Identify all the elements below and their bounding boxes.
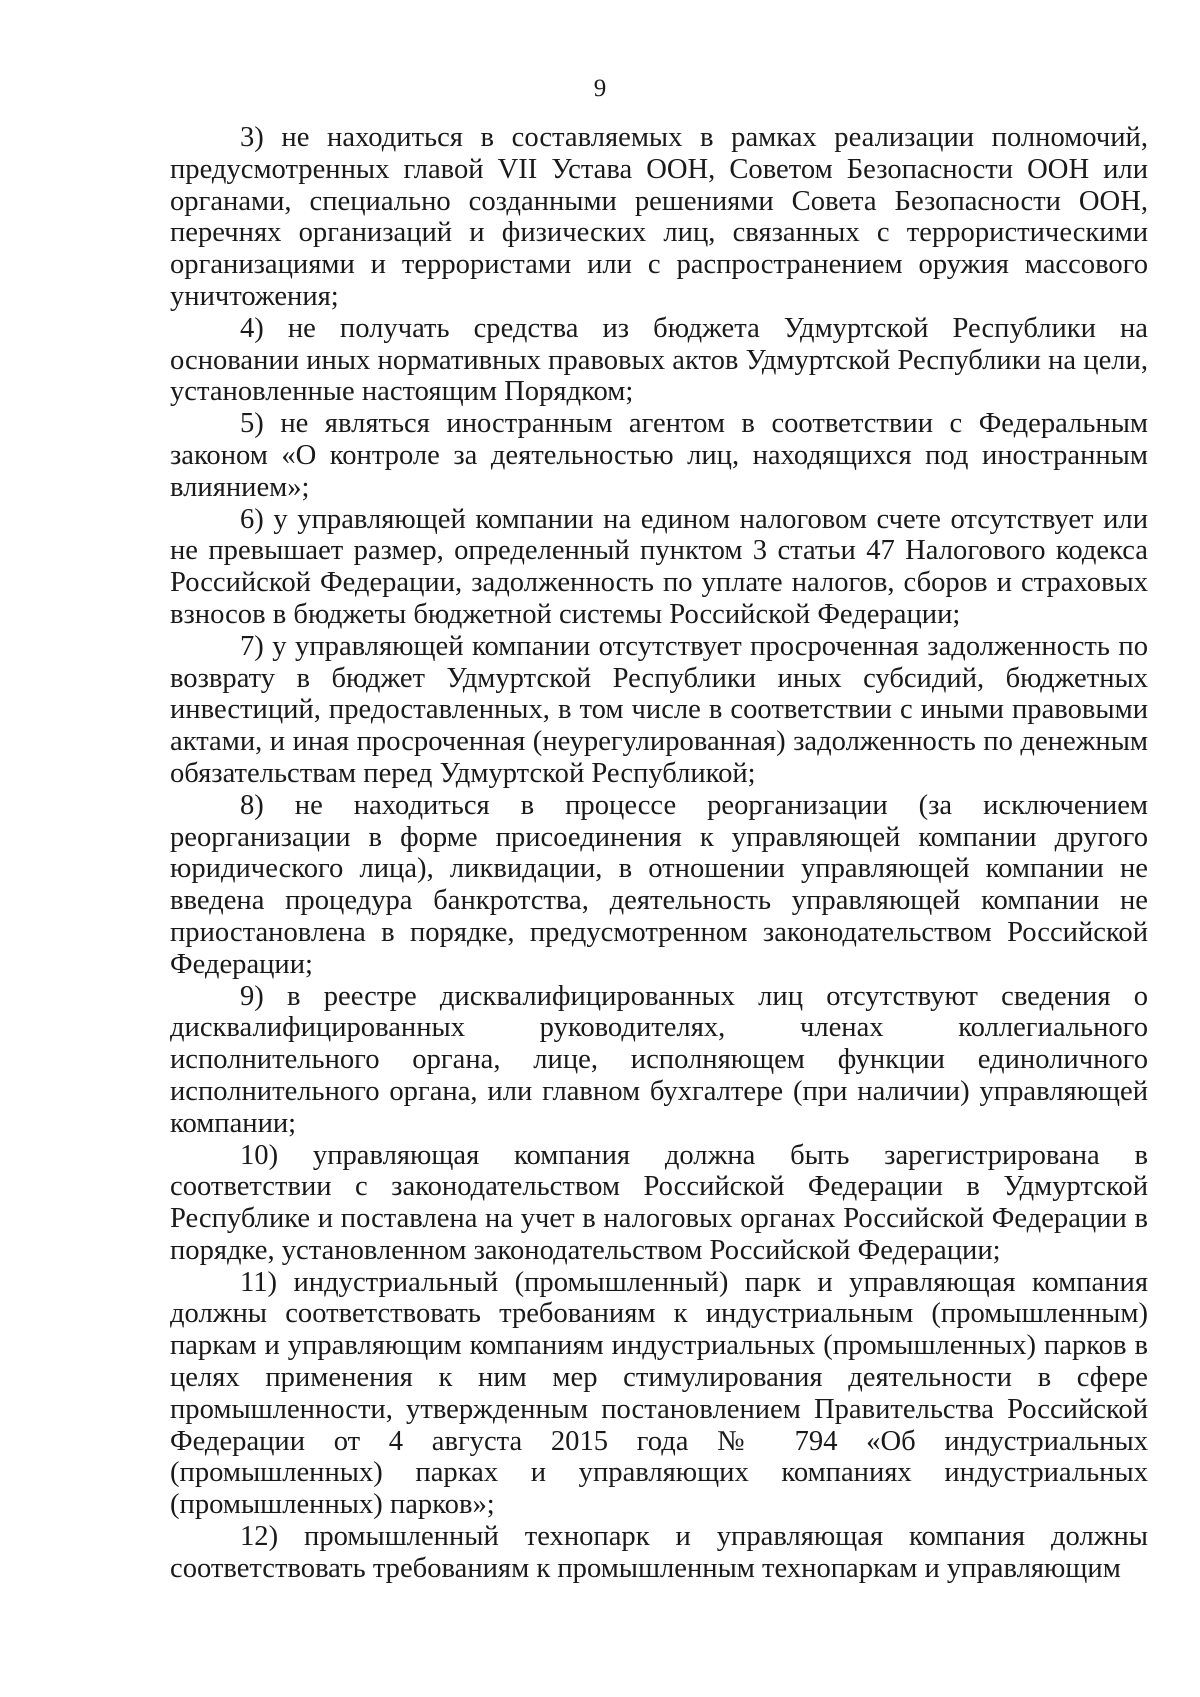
paragraph-item-5: 5) не являться иностранным агентом в соответствии с Федеральным законом «О контроле за деятельностью лиц, находящихся под иностранным влиянием»; (170, 408, 1148, 503)
document-body (170, 122, 1148, 1585)
paragraph-item-3: 3) не находиться в составляемых в рамках реализации полномочий, предусмотренных главой VII Устава ООН, Советом Безопасности ООН или органами, специально созданными решениями Совета Безопасности ООН, перечнях организаций и физических лиц, связанных с террористическими организациями и террористами или с распространением оружия массового уничтожения; (170, 122, 1148, 312)
paragraph-item-9: 9) в реестре дисквалифицированных лиц отсутствуют сведения о дисквалифицированных руководителях, членах коллегиального исполнительного органа, лице, исполняющем функции единоличного исполнительного органа, или главном бухгалтере (при наличии) управляющей компании; (170, 980, 1148, 1139)
paragraph-item-11: 11) индустриальный (промышленный) парк и управляющая компания должны соответствовать требованиям к индустриальным (промышленным) паркам и управляющим компаниям индустриальных (промышленных) парков в целях применения к ним мер стимулирования деятельности в сфере промышленности, утвержденным постановлением Правительства Российской Федерации от 4 августа 2015 года № 794 «Об индустриальных (промышленных) парках и управляющих компаниях индустриальных (промышленных) парков»; (170, 1266, 1148, 1521)
paragraph-item-7: 7) у управляющей компании отсутствует просроченная задолженность по возврату в бюджет Удмуртской Республики иных субсидий, бюджетных инвестиций, предоставленных, в том числе в соответствии с иными правовыми актами, и иная просроченная (неурегулированная) задолженность по денежным обязательствам перед Удмуртской Республикой; (170, 630, 1148, 789)
page-number: 9 (593, 75, 607, 102)
paragraph-item-4: 4) не получать средства из бюджета Удмуртской Республики на основании иных нормативных правовых актов Удмуртской Республики на цели, установленные настоящим Порядком; (170, 312, 1148, 408)
paragraph-item-10: 10) управляющая компания должна быть зарегистрирована в соответствии с законодательством Российской Федерации в Удмуртской Республике и поставлена на учет в налоговых органах Российской Федерации в порядке, установленном законодательством Российской Федерации; (170, 1139, 1148, 1266)
paragraph-item-12: 12) промышленный технопарк и управляющая компания должны соответствовать требованиям к промышленным технопаркам и управляющим (170, 1521, 1148, 1584)
paragraph-item-8: 8) не находиться в процессе реорганизации (за исключением реорганизации в форме присоединения к управляющей компании другого юридического лица), ликвидации, в отношении управляющей компании не введена процедура банкротства, деятельность управляющей компании не приостановлена в порядке, предусмотренном законодательством Российской Федерации; (170, 789, 1148, 980)
paragraph-item-6: 6) у управляющей компании на едином налоговом счете отсутствует или не превышает размер, определенный пунктом 3 статьи 47 Налогового кодекса Российской Федерации, задолженность по уплате налогов, сборов и страховых взносов в бюджеты бюджетной системы Российской Федерации; (170, 503, 1148, 630)
